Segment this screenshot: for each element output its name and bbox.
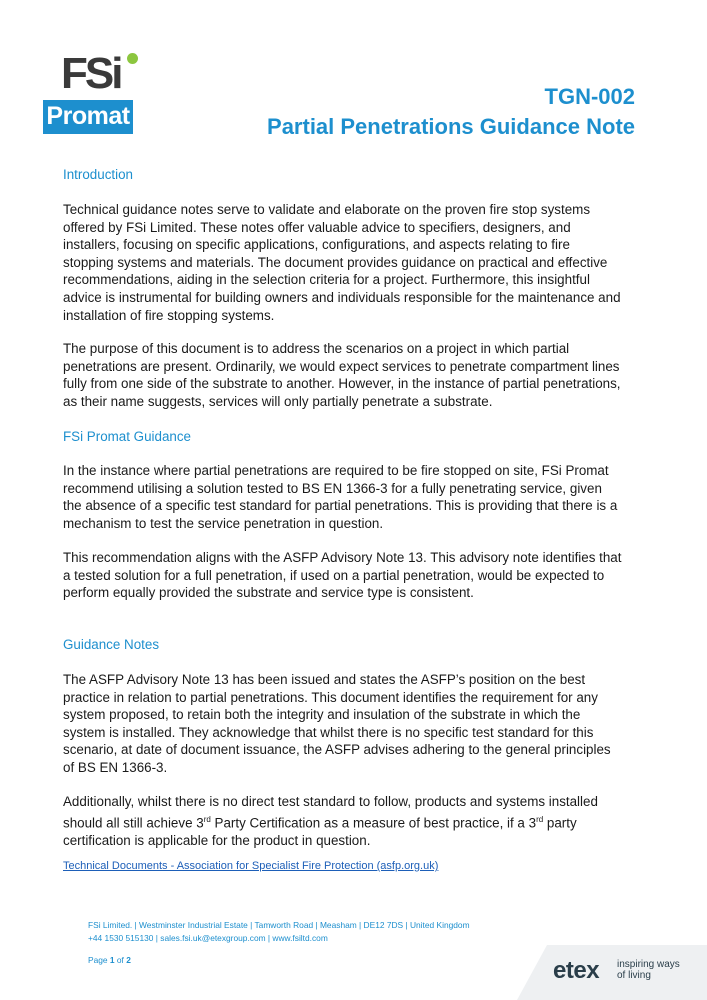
guidance-paragraph-2: This recommendation aligns with the ASFP Advisory Note 13. This advisory note identifies that a tested solution for a full penetration, if used on a partial penetration, would be expected to perform equally provided the substrate and service type is consistent. bbox=[63, 550, 622, 601]
fsi-letters: FSi bbox=[61, 49, 121, 98]
asfp-technical-documents-link[interactable]: Technical Documents - Association for Specialist Fire Protection (asfp.org.uk) bbox=[63, 860, 439, 872]
page-total: 2 bbox=[126, 955, 131, 965]
guidance-paragraph-1: In the instance where partial penetrations are required to be fire stopped on site, FSi Promat recommend utilising a solution tested to BS EN 1366-3 for a fully penetrating service, given the absence of a specific test standard for partial penetrations. This is providing that there is a mechanism to test the service penetration in question. bbox=[63, 463, 618, 531]
notes-text-a: Additionally, whilst there is no direct test standard to follow, products and systems installed should all still achieve 3 bbox=[63, 794, 598, 831]
fsi-promat-logo bbox=[43, 50, 133, 134]
introduction-heading: Introduction bbox=[63, 167, 133, 182]
page-current: 1 bbox=[109, 955, 115, 965]
notes-text-c: party certification is applicable for the product in question. bbox=[63, 815, 577, 848]
page-label: Page bbox=[88, 955, 108, 965]
introduction-paragraph-2: The purpose of this document is to address the scenarios on a project in which partial penetrations are present. Ordinarily, we would expect services to penetrate compartment lines fully from one side of the substrate to another. However, in the instance of partial penetrations, as their name suggests, services will only partially penetrate a substrate. bbox=[63, 341, 621, 409]
introduction-paragraph-1: Technical guidance notes serve to validate and elaborate on the proven fire stop systems offered by FSi Limited. These notes offer valuable advice to specifiers, designers, and installers, focusing on specific applications, configurations, and aspects relating to fire stopping systems and materials. The document provides guidance on practical and effective recommendations, aiding in the selection criteria for a project. Furthermore, this insightful advice is instrumental for building owners and individuals responsible for the maintenance and installation of fire stopping systems. bbox=[63, 202, 621, 323]
ordinal-suffix: rd bbox=[536, 814, 544, 824]
guidance-notes-paragraph-2 bbox=[63, 793, 623, 849]
footer-contact: +44 1530 515130 | sales.fsi.uk@etexgroup.com | www.fsiltd.com bbox=[88, 933, 328, 943]
page-number bbox=[88, 955, 131, 965]
guidance-notes-heading: Guidance Notes bbox=[63, 637, 160, 652]
promat-wordmark: Promat bbox=[46, 102, 130, 130]
guidance-notes-paragraph-1: The ASFP Advisory Note 13 has been issued and states the ASFP’s position on the best practice in relation to partial penetrations. This document identifies the requirement for any system proposed, to retain both the integrity and insulation of the substrate in which the system is installed. They acknowledge that whilst there is no specific test standard for this scenario, at date of document issuance, the ASFP advises adhering to the general principles of BS EN 1366-3. bbox=[63, 672, 611, 775]
document-code: TGN-002 bbox=[544, 84, 635, 109]
footer-address: FSi Limited. | Westminster Industrial Estate | Tamworth Road | Measham | DE12 7DS | United Kingdom bbox=[88, 920, 470, 930]
etex-tagline bbox=[617, 959, 680, 981]
notes-text-b: Party Certification as a measure of best practice, if a 3 bbox=[210, 815, 537, 831]
ordinal-suffix: rd bbox=[203, 814, 211, 824]
etex-wordmark: etex bbox=[553, 957, 600, 984]
etex-tagline-line-2: of living bbox=[617, 970, 651, 981]
document-title: Partial Penetrations Guidance Note bbox=[267, 114, 635, 139]
etex-logo bbox=[517, 945, 707, 1000]
logo-green-dot bbox=[127, 53, 138, 64]
etex-tagline-line-1: inspiring ways bbox=[617, 959, 680, 970]
guidance-heading: FSi Promat Guidance bbox=[63, 429, 192, 444]
page-of: of bbox=[116, 955, 124, 965]
